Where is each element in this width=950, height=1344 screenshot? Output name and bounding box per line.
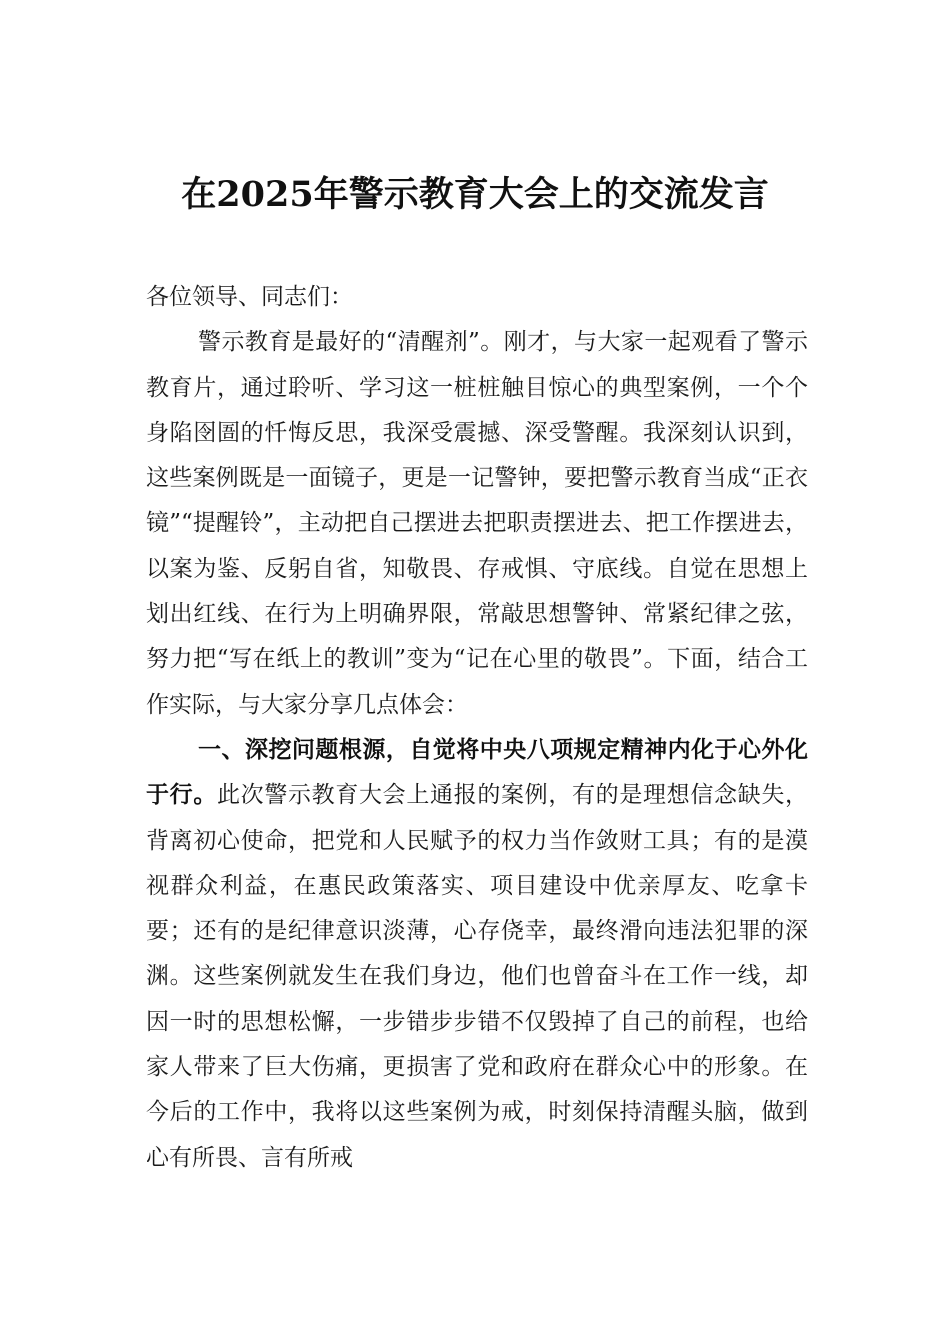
paragraph-section-1 (146, 728, 808, 1181)
document-title: 在2025年警示教育大会上的交流发言 (181, 174, 769, 215)
section-1-body: 此次警示教育大会上通报的案例，有的是理想信念缺失，背离初心使命，把党和人民赋予的权力当作敛财工具；有的是漠视群众利益，在惠民政策落实、项目建设中优亲厚友、吃拿卡要；还有的是纪律意识淡薄，心存侥幸，最终滑向违法犯罪的深渊。这些案例就发生在我们身边，他们也曾奋斗在工作一线，却因一时的思想松懈，一步错步步错不仅毁掉了自己的前程，也给家人带来了巨大伤痛，更损害了党和政府在群众心中的形象。在今后的工作中，我将以这些案例为戒，时刻保持清醒头脑，做到心有所畏、言有所戒 (146, 782, 808, 1171)
paragraph-intro: 警示教育是最好的“清醒剂”。刚才，与大家一起观看了警示教育片，通过聆听、学习这一桩桩触目惊心的典型案例，一个个身陷囹圄的忏悔反思，我深受震撼、深受警醒。我深刻认识到，这些案例既是一面镜子，更是一记警钟，要把警示教育当成“正衣镜”“提醒铃”，主动把自己摆进去把职责摆进去、把工作摆进去，以案为鉴、反躬自省，知敬畏、存戒惧、守底线。自觉在思想上划出红线、在行为上明确界限，常敲思想警钟、常紧纪律之弦，努力把“写在纸上的教训”变为“记在心里的敬畏”。下面，结合工作实际，与大家分享几点体会： (146, 329, 808, 718)
salutation: 各位领导、同志们： (146, 284, 353, 310)
document-body (146, 275, 808, 1181)
section-1-heading: 一、深挖问题根源，自觉将中央八项规定精神内化于心外化于行。 (146, 736, 808, 809)
